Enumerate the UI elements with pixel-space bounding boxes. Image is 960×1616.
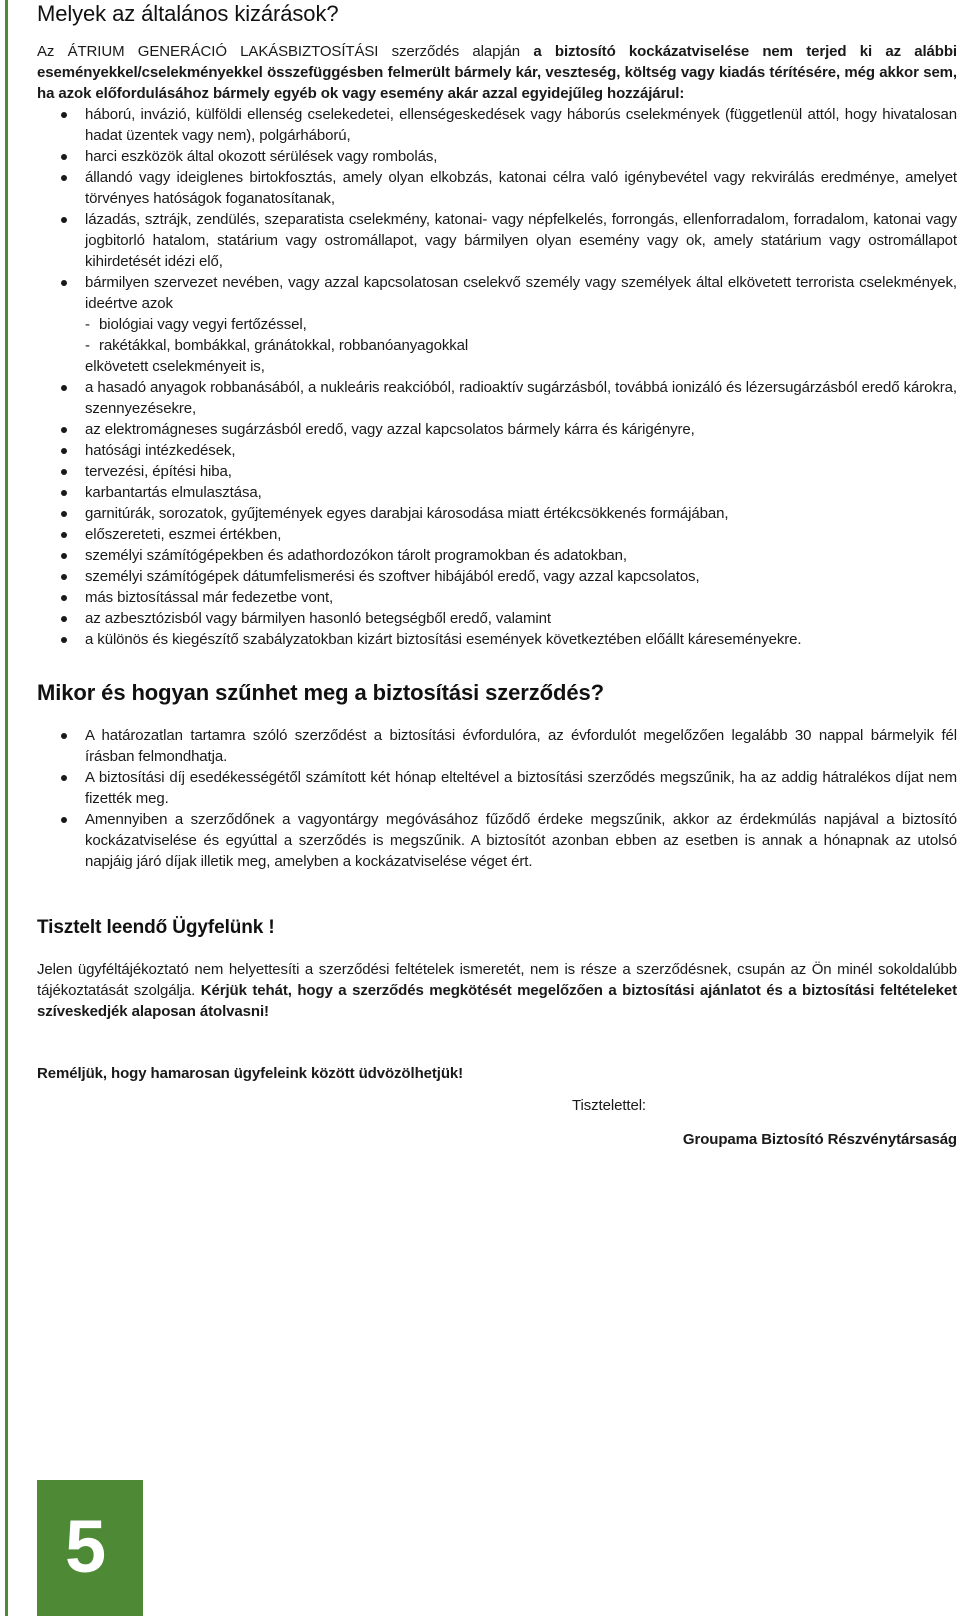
list-item: hatósági intézkedések,	[37, 440, 957, 461]
exclusions-intro	[37, 41, 957, 104]
exclusions-list	[37, 104, 957, 650]
notice-paragraph	[37, 959, 957, 1022]
notice-bold-text: Kérjük tehát, hogy a szerződés megkötését megelőzően a biztosítási ajánlatot és a biztosítási feltételeket szíveskedjék alaposan átolvasni!	[37, 982, 957, 1020]
list-item: a hasadó anyagok robbanásából, a nukleáris reakcióból, radioaktív sugárzásból, továbbá ionizáló és lézersugárzásból eredő károkra, szennyezésekre,	[37, 377, 957, 419]
terrorism-sub-text: biológiai vagy vegyi fertőzéssel,	[99, 316, 307, 333]
list-item: A határozatlan tartamra szóló szerződést a biztosítási évfordulóra, az évfordulót megelőzően legalább 30 nappal bármelyik fél írásban felmondhatja.	[37, 725, 957, 767]
company-signature: Groupama Biztosító Részvénytársaság	[682, 1131, 957, 1148]
list-item: garnitúrák, sorozatok, gyűjtemények egyes darabjai károsodása miatt értékcsökkenés formájában,	[37, 503, 957, 524]
list-item: lázadás, sztrájk, zendülés, szeparatista cselekmény, katonai- vagy népfelkelés, forrongás, ellenforradalom, forradalom, katonai vagy jogbitorló hatalom, statárium vagy ostromállapot, vagy bármilyen olyan esemény vagy ok, amely statárium vagy ostromállapot kihirdetését idézi elő,	[37, 209, 957, 272]
regards-text: Tisztelettel:	[572, 1097, 647, 1114]
termination-list	[37, 725, 957, 872]
list-item: háború, invázió, külföldi ellenség cselekedetei, ellenségeskedések vagy háborús cselekmények (függetlenül attól, hogy hivatalosan hadat üzentek vagy nem), polgárháború,	[37, 104, 957, 146]
list-item: harci eszközök által okozott sérülések vagy rombolás,	[37, 146, 957, 167]
list-item: Amennyiben a szerződőnek a vagyontárgy megóvásához fűződő érdeke megszűnik, akkor az érdekmúlás napjával a biztosító kockázatviselése és egyúttal a szerződés is megszűnik. A biztosítót azonban ebben az esetben is annak a hónapnak az utolsó napjáig járó díjak illetik meg, amelyben a kockázatviselése véget ért.	[37, 809, 957, 872]
terrorism-tail: elkövetett cselekményeit is,	[85, 358, 265, 375]
terrorism-sub-item: - rakétákkal, bombákkal, gránátokkal, robbanóanyagokkal	[85, 337, 469, 354]
intro-plain-text: Az ÁTRIUM GENERÁCIÓ LAKÁSBIZTOSÍTÁSI szerződés alapján	[37, 43, 521, 60]
notice-plain-text: Jelen ügyféltájékoztató nem helyettesíti a szerződési feltételek ismeretét, nem is része a szerződésnek, csupán az Ön minél sokoldalúbb tájékoztatását szolgálja.	[37, 961, 957, 999]
list-item: karbantartás elmulasztása,	[37, 482, 957, 503]
list-item: személyi számítógépekben és adathordozókon tárolt programokban és adatokban,	[37, 545, 957, 566]
left-margin-rule	[5, 0, 8, 1616]
page-number-box	[37, 1480, 143, 1616]
list-item-terrorism	[37, 272, 957, 377]
page-number: 5	[65, 1505, 107, 1588]
termination-heading: Mikor és hogyan szűnhet meg a biztosítási szerződés?	[37, 680, 604, 705]
list-item: állandó vagy ideiglenes birtokfosztás, amely olyan elkobzás, katonai célra való igénybevétel vagy rekvirálás eredménye, amelyet törvényes hatóságok foganatosítanak,	[37, 167, 957, 209]
list-item: az azbesztózisból vagy bármilyen hasonló betegségből eredő, valamint	[37, 608, 957, 629]
exclusions-heading: Melyek az általános kizárások?	[37, 1, 339, 26]
list-item: tervezési, építési hiba,	[37, 461, 957, 482]
list-item: A biztosítási díj esedékességétől számított két hónap elteltével a biztosítási szerződés megszűnik, ha az addig hátralékos díjat nem fizették meg.	[37, 767, 957, 809]
terrorism-sub-item: - biológiai vagy vegyi fertőzéssel,	[85, 316, 307, 333]
list-item: az elektromágneses sugárzásból eredő, vagy azzal kapcsolatos bármely kárra és kárigényre,	[37, 419, 957, 440]
list-item: más biztosítással már fedezetbe vont,	[37, 587, 957, 608]
terrorism-text: bármilyen szervezet nevében, vagy azzal kapcsolatosan cselekvő személy vagy személyek által elkövetett terrorista cselekmények, ideértve azok	[85, 274, 957, 312]
greeting-heading: Tisztelt leendő Ügyfelünk !	[37, 917, 275, 938]
closing-line: Reméljük, hogy hamarosan ügyfeleink között üdvözölhetjük!	[37, 1065, 464, 1082]
list-item: személyi számítógépek dátumfelismerési és szoftver hibájából eredő, vagy azzal kapcsolatos,	[37, 566, 957, 587]
terrorism-sub-text: rakétákkal, bombákkal, gránátokkal, robbanóanyagokkal	[99, 337, 469, 354]
intro-bold-text: a biztosító kockázatviselése nem terjed ki az alábbi eseményekkel/cselekményekkel összefüggésben felmerült bármely kár, veszteség, költség vagy kiadás térítésére, még akkor sem, ha azok előfordulásához bármely egyéb ok vagy esemény akár azzal egyidejűleg hozzájárul:	[37, 43, 957, 102]
list-item: a különös és kiegészítő szabályzatokban kizárt biztosítási események következtében előállt káreseményekre.	[37, 629, 957, 650]
list-item: előszereteti, eszmei értékben,	[37, 524, 957, 545]
